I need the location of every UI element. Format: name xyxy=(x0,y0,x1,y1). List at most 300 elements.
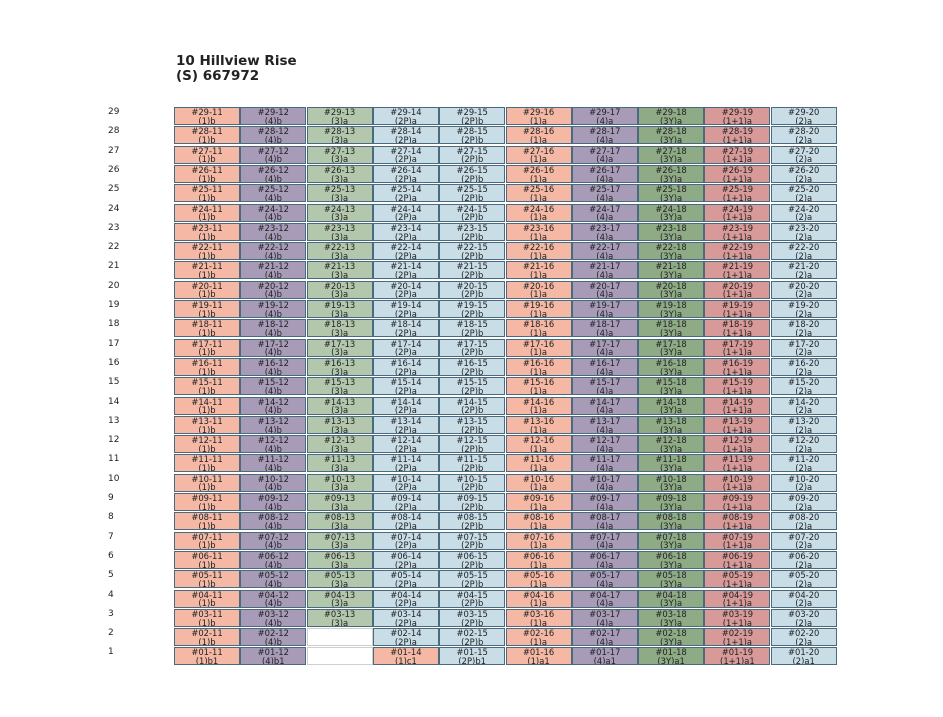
unit-number: #16-15 xyxy=(456,357,488,368)
unit-type: (4)a xyxy=(596,405,614,415)
unit-type: (4)b xyxy=(264,289,282,299)
unit-type: (1)b xyxy=(198,366,216,376)
unit-number: #21-18 xyxy=(655,261,687,272)
unit-type: (1)a xyxy=(530,289,547,299)
unit-cell xyxy=(240,416,306,434)
unit-number: #17-20 xyxy=(788,338,820,349)
unit-cell xyxy=(506,551,572,569)
unit-type: (4)b xyxy=(264,578,282,589)
unit-cell xyxy=(307,339,373,357)
unit-type: (1)b xyxy=(198,405,216,415)
unit-cell xyxy=(704,628,770,646)
unit-type: (3)a xyxy=(331,385,349,396)
unit-number: #23-13 xyxy=(323,222,356,233)
unit-type: (4)a xyxy=(596,289,614,299)
unit-type: (4)a xyxy=(596,308,614,318)
unit-type: (2P)a xyxy=(394,463,417,473)
unit-number: #02-17 xyxy=(589,628,621,639)
unit-cell xyxy=(771,242,837,260)
unit-cell xyxy=(771,184,837,202)
unit-type: (4)a xyxy=(596,154,614,164)
unit-type: (1+1)a xyxy=(722,135,753,145)
floor-row xyxy=(102,454,837,473)
unit-type: (2P)a xyxy=(394,424,417,434)
unit-cell xyxy=(771,416,837,434)
unit-cell xyxy=(240,339,306,357)
unit-cell xyxy=(771,261,837,279)
unit-number: #05-18 xyxy=(655,570,687,581)
unit-cell xyxy=(373,319,439,337)
unit-number: #08-13 xyxy=(323,512,356,523)
unit-cell xyxy=(638,204,704,222)
unit-number: #03-17 xyxy=(589,608,621,619)
unit-number: #09-16 xyxy=(522,493,555,503)
unit-number: #11-19 xyxy=(721,454,754,465)
unit-cell xyxy=(439,107,505,125)
unit-type: (3Y)a xyxy=(660,250,683,261)
unit-type: (1)a1 xyxy=(527,656,550,666)
unit-type: (2)a xyxy=(795,405,813,415)
unit-cell xyxy=(572,204,638,222)
unit-type: (2)a xyxy=(795,578,813,589)
unit-type: (3Y)a xyxy=(660,578,683,589)
unit-number: #25-12 xyxy=(257,184,289,195)
unit-cell xyxy=(174,474,240,492)
unit-type: (3)a xyxy=(331,212,349,222)
unit-type: (2)a xyxy=(795,115,813,125)
unit-type: (1+1)a xyxy=(722,385,753,396)
unit-type: (1+1)a xyxy=(722,559,753,569)
floor-label: 29 xyxy=(108,107,120,117)
unit-type: (4)a xyxy=(596,212,614,222)
unit-number: #19-16 xyxy=(522,300,555,310)
unit-number: #02-14 xyxy=(390,628,422,639)
unit-number: #09-20 xyxy=(788,493,820,503)
unit-type: (2)a1 xyxy=(792,656,815,666)
unit-number: #25-14 xyxy=(390,184,422,195)
unit-cell xyxy=(638,165,704,183)
unit-type: (2P)b xyxy=(461,192,484,203)
unit-number: #29-15 xyxy=(456,107,488,117)
unit-number: #07-17 xyxy=(589,531,621,542)
unit-type: (3Y)a xyxy=(660,385,683,396)
unit-number: #06-11 xyxy=(191,550,223,561)
floor-label: 10 xyxy=(108,473,120,484)
unit-cell xyxy=(439,377,505,395)
unit-cell xyxy=(439,474,505,492)
unit-cell xyxy=(771,300,837,318)
postal-code: (S) 667972 xyxy=(176,68,260,84)
unit-cell xyxy=(572,435,638,453)
unit-cell xyxy=(572,261,638,279)
floor-label: 28 xyxy=(108,126,120,137)
unit-cell xyxy=(307,319,373,337)
unit-cell xyxy=(174,281,240,299)
unit-number: #02-20 xyxy=(788,628,820,639)
unit-number: #11-18 xyxy=(655,454,687,465)
unit-cell xyxy=(506,532,572,550)
unit-number: #18-12 xyxy=(257,319,289,330)
unit-number: #28-16 xyxy=(522,126,555,137)
unit-number: #24-12 xyxy=(257,203,289,214)
unit-number: #19-13 xyxy=(323,300,356,310)
unit-type: (1)b xyxy=(198,463,216,473)
unit-type: (1)a xyxy=(530,559,547,569)
unit-type: (1)a xyxy=(530,636,547,647)
unit-number: #13-14 xyxy=(390,415,422,426)
unit-number: #08-15 xyxy=(456,512,488,523)
unit-type: (1+1)a xyxy=(722,308,753,318)
unit-type: (2P)a xyxy=(394,270,417,280)
unit-cell xyxy=(174,454,240,472)
unit-cell xyxy=(638,281,704,299)
unit-type: (2)a xyxy=(795,559,813,569)
unit-number: #10-18 xyxy=(655,473,687,484)
unit-cell xyxy=(506,628,572,646)
unit-cell xyxy=(638,551,704,569)
unit-cell xyxy=(506,204,572,222)
floor-row xyxy=(102,628,837,647)
unit-number: #24-18 xyxy=(655,203,687,214)
unit-type: (2P)b xyxy=(461,366,484,376)
unit-type: (4)b xyxy=(264,540,282,550)
unit-cell xyxy=(373,590,439,608)
unit-number: #28-14 xyxy=(390,126,422,137)
unit-cell xyxy=(704,454,770,472)
unit-number: #26-15 xyxy=(456,164,488,175)
floor-label: 3 xyxy=(108,608,114,619)
unit-cell xyxy=(240,647,306,665)
unit-type: (4)b xyxy=(264,482,282,492)
unit-number: #23-18 xyxy=(655,222,687,233)
unit-number: #06-12 xyxy=(257,550,289,561)
unit-cell xyxy=(439,570,505,588)
unit-type: (4)a xyxy=(596,521,614,531)
unit-number: #25-11 xyxy=(191,184,223,195)
unit-cell xyxy=(240,493,306,511)
unit-type: (4)b xyxy=(264,270,282,280)
unit-cell xyxy=(439,281,505,299)
unit-type: (1)a xyxy=(530,617,547,627)
unit-type: (1+1)a xyxy=(722,250,753,261)
unit-type: (2P)b xyxy=(461,115,484,125)
unit-type: (2)a xyxy=(795,482,813,492)
unit-type: (2P)b xyxy=(461,270,484,280)
unit-number: #20-19 xyxy=(721,280,754,291)
unit-cell xyxy=(307,551,373,569)
floor-row xyxy=(102,319,837,338)
unit-type: (2)a xyxy=(795,501,813,511)
floor-row xyxy=(102,647,837,666)
unit-number: #28-17 xyxy=(589,126,621,137)
floor-label: 15 xyxy=(108,377,120,388)
unit-cell xyxy=(771,532,837,550)
unit-type: (3Y)a xyxy=(660,154,683,164)
unit-cell xyxy=(506,493,572,511)
unit-number: #24-14 xyxy=(390,203,422,214)
unit-cell xyxy=(572,512,638,530)
unit-cell xyxy=(373,474,439,492)
unit-cell xyxy=(307,532,373,550)
unit-cell xyxy=(307,204,373,222)
unit-type: (1)a xyxy=(530,347,547,357)
unit-cell xyxy=(240,435,306,453)
unit-cell xyxy=(572,146,638,164)
unit-type: (1)b xyxy=(198,578,216,589)
unit-type: (1)a xyxy=(530,154,547,164)
unit-type: (3)a xyxy=(331,540,349,550)
unit-type: (2P)b xyxy=(461,347,484,357)
unit-type: (3)a xyxy=(331,405,349,415)
unit-number: #25-16 xyxy=(522,184,555,195)
unit-cell xyxy=(638,146,704,164)
floor-label: 21 xyxy=(108,261,120,272)
unit-type: (1)b xyxy=(198,192,216,203)
unit-cell xyxy=(572,628,638,646)
unit-number: #03-13 xyxy=(323,608,356,619)
unit-type: (2P)a xyxy=(394,617,417,627)
floor-label: 9 xyxy=(108,493,114,503)
unit-type: (1)a xyxy=(530,135,547,145)
unit-type: (1)a xyxy=(530,308,547,318)
unit-number: #28-18 xyxy=(655,126,687,137)
unit-type: (1)a xyxy=(530,270,547,280)
unit-number: #08-16 xyxy=(522,512,555,523)
unit-number: #12-13 xyxy=(323,435,356,446)
unit-number: #13-12 xyxy=(257,415,289,426)
unit-number: #04-12 xyxy=(257,589,289,600)
unit-cell xyxy=(572,474,638,492)
unit-cell xyxy=(373,281,439,299)
unit-cell xyxy=(638,628,704,646)
unit-number: #29-20 xyxy=(788,107,820,117)
unit-type: (1)b xyxy=(198,154,216,164)
unit-number: #10-19 xyxy=(721,473,754,484)
unit-number: #24-13 xyxy=(323,203,356,214)
unit-number: #14-19 xyxy=(721,396,754,407)
unit-type: (4)a xyxy=(596,501,614,511)
unit-type: (2P)b xyxy=(461,405,484,415)
unit-number: #29-13 xyxy=(323,107,356,117)
unit-number: #08-12 xyxy=(257,512,289,523)
unit-type: (1)b xyxy=(198,636,216,647)
unit-cell xyxy=(638,300,704,318)
unit-number: #21-19 xyxy=(721,261,754,272)
unit-type: (2P)b1 xyxy=(458,656,486,666)
unit-cell xyxy=(439,126,505,144)
floor-label: 4 xyxy=(108,589,114,600)
unit-number: #16-18 xyxy=(655,357,687,368)
unit-number: #12-16 xyxy=(522,435,555,446)
unit-type: (2P)a xyxy=(394,559,417,569)
unit-cell xyxy=(704,532,770,550)
unit-number: #15-20 xyxy=(788,377,820,388)
unit-number: #01-17 xyxy=(589,647,621,658)
unit-type: (4)a xyxy=(596,270,614,280)
unit-type: (2P)a xyxy=(394,231,417,241)
unit-number: #02-19 xyxy=(721,628,754,639)
unit-cell xyxy=(771,493,837,511)
unit-cell xyxy=(572,397,638,415)
unit-type: (1+1)a xyxy=(722,463,753,473)
unit-type: (1+1)a xyxy=(722,636,753,647)
unit-number: #12-11 xyxy=(191,435,223,446)
unit-cell xyxy=(174,647,240,665)
unit-number: #01-16 xyxy=(522,647,555,658)
unit-number: #29-19 xyxy=(721,107,754,117)
unit-cell xyxy=(506,590,572,608)
unit-type: (1+1)a xyxy=(722,405,753,415)
unit-number: #17-11 xyxy=(191,338,223,349)
unit-cell xyxy=(638,435,704,453)
unit-cell xyxy=(439,435,505,453)
unit-type: (1)b xyxy=(198,482,216,492)
unit-type: (1+1)a xyxy=(722,482,753,492)
unit-type: (1+1)a xyxy=(722,578,753,589)
unit-type: (1)b xyxy=(198,115,216,125)
unit-number: #02-16 xyxy=(522,628,555,639)
unit-type: (2)a xyxy=(795,173,813,183)
unit-type: (2)a xyxy=(795,366,813,376)
unit-type: (3)a xyxy=(331,192,349,203)
unit-number: #04-11 xyxy=(191,589,223,600)
unit-number: #10-16 xyxy=(522,473,555,484)
unit-cell xyxy=(307,512,373,530)
unit-type: (3Y)a xyxy=(660,135,683,145)
unit-number: #07-20 xyxy=(788,531,820,542)
unit-type: (1+1)a xyxy=(722,231,753,241)
unit-cell xyxy=(771,319,837,337)
unit-cell xyxy=(240,107,306,125)
unit-number: #17-19 xyxy=(721,338,754,349)
unit-number: #22-11 xyxy=(191,242,223,253)
unit-type: (3Y)a1 xyxy=(657,656,685,666)
unit-type: (2P)b xyxy=(461,212,484,222)
unit-number: #09-13 xyxy=(323,493,356,503)
unit-number: #12-14 xyxy=(390,435,422,446)
unit-cell xyxy=(373,126,439,144)
unit-cell xyxy=(638,184,704,202)
unit-cell xyxy=(174,377,240,395)
unit-type: (3)a xyxy=(331,328,349,338)
unit-type: (2P)a xyxy=(394,192,417,203)
unit-number: #03-14 xyxy=(390,608,422,619)
unit-cell xyxy=(174,358,240,376)
unit-type: (2P)b xyxy=(461,559,484,569)
unit-type: (1)b xyxy=(198,328,216,338)
unit-number: #13-16 xyxy=(522,415,555,426)
unit-cell xyxy=(771,358,837,376)
unit-cell xyxy=(704,242,770,260)
unit-type: (4)a xyxy=(596,115,614,125)
unit-number: #25-15 xyxy=(456,184,488,195)
floor-row xyxy=(102,223,837,242)
unit-type: (1)b xyxy=(198,559,216,569)
unit-type: (1)a xyxy=(530,482,547,492)
floor-row xyxy=(102,590,837,609)
unit-type: (3Y)a xyxy=(660,559,683,569)
unit-number: #02-15 xyxy=(456,628,488,639)
unit-type: (2)a xyxy=(795,463,813,473)
unit-cell xyxy=(439,184,505,202)
unit-cell xyxy=(771,628,837,646)
unit-cell xyxy=(240,242,306,260)
unit-type: (3)a xyxy=(331,443,349,454)
unit-type: (1)b xyxy=(198,424,216,434)
unit-cell xyxy=(638,454,704,472)
unit-cell xyxy=(704,146,770,164)
unit-number: #14-14 xyxy=(390,396,422,407)
unit-cell xyxy=(771,204,837,222)
unit-cell xyxy=(307,223,373,241)
unit-cell xyxy=(307,126,373,144)
unit-cell xyxy=(638,377,704,395)
unit-number: #03-18 xyxy=(655,608,687,619)
unit-type: (4)a xyxy=(596,598,614,608)
unit-cell xyxy=(704,609,770,627)
unit-number: #15-17 xyxy=(589,377,621,388)
unit-number: #11-17 xyxy=(589,454,621,465)
unit-cell xyxy=(506,435,572,453)
floor-label: 20 xyxy=(108,280,120,291)
unit-cell xyxy=(439,261,505,279)
unit-cell xyxy=(771,590,837,608)
floor-row xyxy=(102,609,837,628)
unit-type: (3)a xyxy=(331,559,349,569)
floor-label: 23 xyxy=(108,222,120,233)
unit-cell xyxy=(704,126,770,144)
unit-type: (3Y)a xyxy=(660,231,683,241)
unit-number: #28-11 xyxy=(191,126,223,137)
unit-cell xyxy=(638,512,704,530)
unit-type: (1)b xyxy=(198,135,216,145)
unit-cell xyxy=(638,126,704,144)
unit-cell xyxy=(307,397,373,415)
unit-type: (4)b xyxy=(264,598,282,608)
unit-cell xyxy=(307,377,373,395)
unit-type: (3Y)a xyxy=(660,328,683,338)
unit-cell xyxy=(638,107,704,125)
unit-number: #18-19 xyxy=(721,319,754,330)
unit-type: (1)a xyxy=(530,463,547,473)
unit-type: (2P)b xyxy=(461,482,484,492)
unit-cell xyxy=(307,474,373,492)
unit-number: #11-12 xyxy=(257,454,289,465)
unit-type: (4)b1 xyxy=(262,656,285,666)
unit-number: #15-11 xyxy=(191,377,223,388)
unit-number: #22-14 xyxy=(390,242,422,253)
unit-type: (3Y)a xyxy=(660,192,683,203)
unit-type: (3Y)a xyxy=(660,636,683,647)
unit-type: (2)a xyxy=(795,231,813,241)
unit-type: (1)a xyxy=(530,501,547,511)
unit-number: #20-11 xyxy=(191,280,223,291)
unit-type: (2P)a xyxy=(394,135,417,145)
unit-number: #20-12 xyxy=(257,280,289,291)
unit-cell xyxy=(174,319,240,337)
unit-cell xyxy=(506,609,572,627)
unit-type: (4)b xyxy=(264,405,282,415)
unit-number: #27-19 xyxy=(721,145,754,156)
unit-type: (4)b xyxy=(264,366,282,376)
unit-number: #25-18 xyxy=(655,184,687,195)
unit-type: (4)b xyxy=(264,212,282,222)
floor-row xyxy=(102,126,837,145)
unit-cell xyxy=(373,107,439,125)
unit-cell xyxy=(572,242,638,260)
unit-type: (3)a xyxy=(331,366,349,376)
unit-number: #09-19 xyxy=(721,493,754,503)
